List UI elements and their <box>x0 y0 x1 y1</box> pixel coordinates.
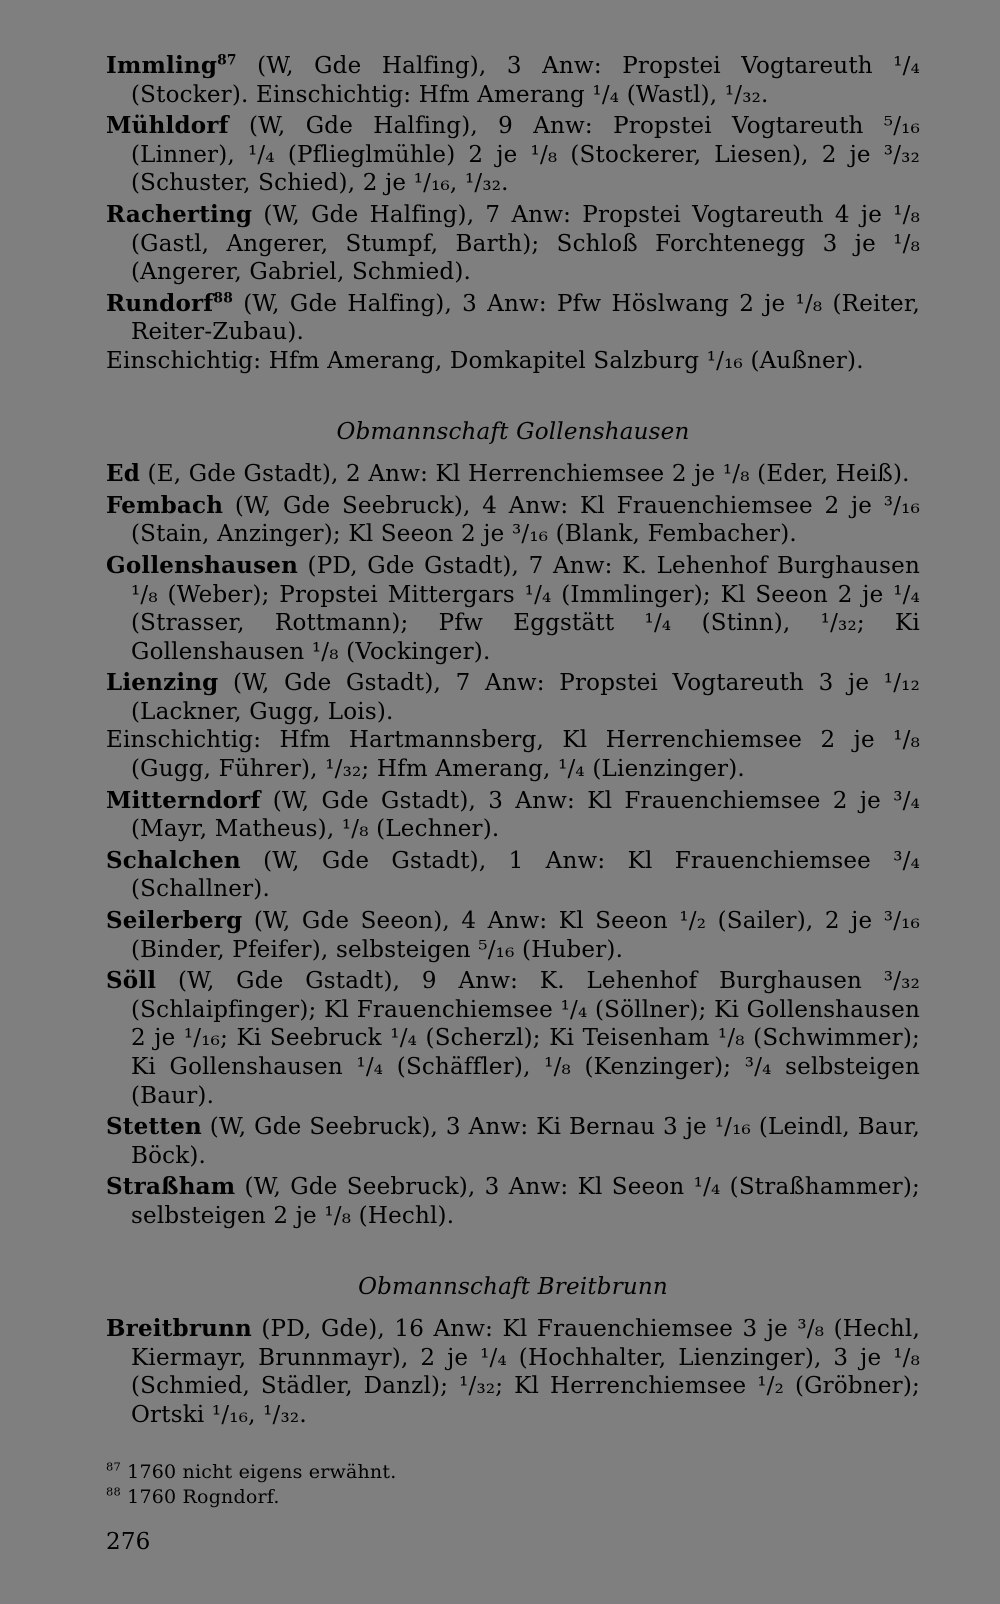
entry-breitbrunn <box>106 1315 920 1429</box>
entry-text: (W, Gde Gstadt), 1 Anw: Kl Frauenchiemsee ³/₄ (Schallner). <box>131 847 920 903</box>
footnote-87 <box>106 1460 920 1485</box>
entry-main-text <box>106 551 920 666</box>
entry-main-text <box>106 786 920 844</box>
entry-text: (W, Gde Seebruck), 4 Anw: Kl Frauenchiemsee 2 je ³/₁₆ (Stain, Anzinger); Kl Seeon 2 je ³/₁₆ (Blank, Fembacher). <box>131 492 920 548</box>
entry-text: (W, Gde Halfing), 9 Anw: Propstei Vogtareuth ⁵/₁₆ (Linner), ¹/₄ (Pflieglmühle) 2 je ¹/₈ (Stockerer, Liesen), 2 je ³/₃₂ (Schuster, Schied), 2 je ¹/₁₆, ¹/₃₂. <box>131 113 920 197</box>
entry-extra-text: Einschichtig: Hfm Hartmannsberg, Kl Herrenchiemsee 2 je ¹/₈ (Gugg, Führer), ¹/₃₂; Hfm Amerang, ¹/₄ (Lienzinger). <box>106 727 920 783</box>
entry-text: (W, Gde Halfing), 7 Anw: Propstei Vogtareuth 4 je ¹/₈ (Gastl, Angerer, Stumpf, Barth); Schloß Forchtenegg 3 je ¹/₈ (Angerer, Gabriel, Schmied). <box>131 201 920 286</box>
section-heading-gollenshausen: Obmannschaft Gollenshausen <box>336 418 690 445</box>
entry-main-text <box>106 1173 920 1230</box>
entry-ed <box>106 460 920 489</box>
footnote-text: 1760 Rogndorf. <box>127 1485 280 1508</box>
entry-stetten <box>106 1113 920 1170</box>
entry-text: (W, Gde Gstadt), 9 Anw: K. Lehenhof Burghausen ³/₃₂ (Schlaipfinger); Kl Frauenchiemsee ¹/₄ (Söllner); Ki Gollenshausen 2 je ¹/₁₆; Ki Seebruck ¹/₄ (Scherzl); Ki Teisenham ¹/₈ (Schwimmer); Ki Gollenshausen ¹/₄ (Schäffler), ¹/₈ (Kenzinger); ³/₄ selbsteigen (Baur). <box>131 968 920 1109</box>
place-name: Ed <box>106 460 141 488</box>
entry-main-text <box>106 491 920 549</box>
entry-main-text <box>106 460 920 489</box>
entry-text: (W, Gde Seebruck), 3 Anw: Kl Seeon ¹/₄ (Straßhammer); selbsteigen 2 je ¹/₈ (Hechl). <box>131 1174 920 1229</box>
entry-main-text <box>106 1315 920 1429</box>
entry-main-text <box>106 52 920 109</box>
place-name: Lienzing <box>106 669 219 697</box>
entry-schalchen <box>106 847 920 904</box>
place-name: Seilerberg <box>106 907 243 935</box>
entries-bottom <box>106 1315 920 1429</box>
place-name: Breitbrunn <box>106 1315 252 1343</box>
entry-fembach <box>106 492 920 549</box>
footnote-number: 87 <box>106 1459 121 1474</box>
place-name: Immling <box>106 52 218 79</box>
footnote-ref: 88 <box>213 290 234 307</box>
entry-text: (W, Gde Seebruck), 3 Anw: Ki Bernau 3 je ¹/₁₆ (Leindl, Baur, Böck). <box>131 1114 920 1169</box>
entry-main-text <box>106 669 920 726</box>
entry-racherting <box>106 201 920 287</box>
entries-top <box>106 52 920 376</box>
page-number: 276 <box>106 1528 151 1555</box>
entry-immling <box>106 52 920 109</box>
footnote-text: 1760 nicht eigens erwähnt. <box>127 1460 397 1483</box>
entry-main-text <box>106 289 920 347</box>
footnote-number: 88 <box>106 1484 121 1499</box>
entries-middle <box>106 460 920 1230</box>
section-heading-breitbrunn: Obmannschaft Breitbrunn <box>358 1273 668 1300</box>
entry-main-text <box>106 907 920 964</box>
place-name: Gollenshausen <box>106 551 299 579</box>
footnotes <box>106 1460 920 1510</box>
place-name: Stetten <box>106 1113 202 1141</box>
entry-strassham <box>106 1173 920 1230</box>
entry-text: (E, Gde Gstadt), 2 Anw: Kl Herrenchiemsee 2 je ¹/₈ (Eder, Heiß). <box>140 461 910 488</box>
place-name: Straßham <box>106 1173 236 1201</box>
place-name: Mitterndorf <box>106 786 261 814</box>
entry-text: (W, Gde Halfing), 3 Anw: Pfw Höslwang 2 je ¹/₈ (Reiter, Reiter-Zubau). <box>131 290 920 346</box>
place-name: Fembach <box>106 491 224 519</box>
footnote-88 <box>106 1485 920 1510</box>
place-name: Mühldorf <box>106 112 229 140</box>
entry-text: (W, Gde Seeon), 4 Anw: Kl Seeon ¹/₂ (Sailer), 2 je ³/₁₆ (Binder, Pfeifer), selbsteigen ⁵/₁₆ (Huber). <box>131 908 920 963</box>
place-name: Racherting <box>106 200 253 228</box>
entry-mitterndorf <box>106 787 920 844</box>
entry-soell <box>106 967 920 1110</box>
entry-text: (PD, Gde), 16 Anw: Kl Frauenchiemsee 3 je ³/₈ (Hechl, Kiermayr, Brunnmayr), 2 je ¹/₄ (Hochhalter, Lienzinger), 3 je ¹/₈ (Schmied, Städler, Danzl); ¹/₃₂; Kl Herrenchiemsee ¹/₂ (Gröbner); Ortski ¹/₁₆, ¹/₃₂. <box>131 1316 920 1428</box>
entry-main-text <box>106 112 920 198</box>
entry-main-text <box>106 1113 920 1170</box>
place-name: Schalchen <box>106 846 241 874</box>
entry-lienzing <box>106 669 920 783</box>
footnote-ref: 87 <box>217 52 237 69</box>
entry-muehldorf <box>106 112 920 198</box>
entry-text: (PD, Gde Gstadt), 7 Anw: K. Lehenhof Burghausen ¹/₈ (Weber); Propstei Mittergars ¹/₄ (Immlinger); Kl Seeon 2 je ¹/₄ (Strasser, Rottmann); Pfw Eggstätt ¹/₄ (Stinn), ¹/₃₂; Ki Gollenshausen ¹/₈ (Vockinger). <box>131 552 920 665</box>
entry-text: (W, Gde Gstadt), 3 Anw: Kl Frauenchiemsee 2 je ³/₄ (Mayr, Matheus), ¹/₈ (Lechner). <box>131 787 920 843</box>
entry-text: (W, Gde Gstadt), 7 Anw: Propstei Vogtareuth 3 je ¹/₁₂ (Lackner, Gugg, Lois). <box>131 670 920 725</box>
entry-text: (W, Gde Halfing), 3 Anw: Propstei Vogtareuth ¹/₄ (Stocker). Einschichtig: Hfm Amerang ¹/₄ (Wastl), ¹/₃₂. <box>131 53 920 108</box>
entry-rundorf <box>106 290 920 376</box>
entry-seilerberg <box>106 907 920 964</box>
place-name: Söll <box>106 967 157 995</box>
text-block <box>106 52 920 1556</box>
entry-main-text <box>106 967 920 1110</box>
entry-main-text <box>106 846 920 904</box>
entry-extra-text: Einschichtig: Hfm Amerang, Domkapitel Salzburg ¹/₁₆ (Außner). <box>106 347 864 374</box>
entry-gollenshausen <box>106 552 920 666</box>
entry-main-text <box>106 200 920 287</box>
place-name: Rundorf <box>106 289 214 317</box>
